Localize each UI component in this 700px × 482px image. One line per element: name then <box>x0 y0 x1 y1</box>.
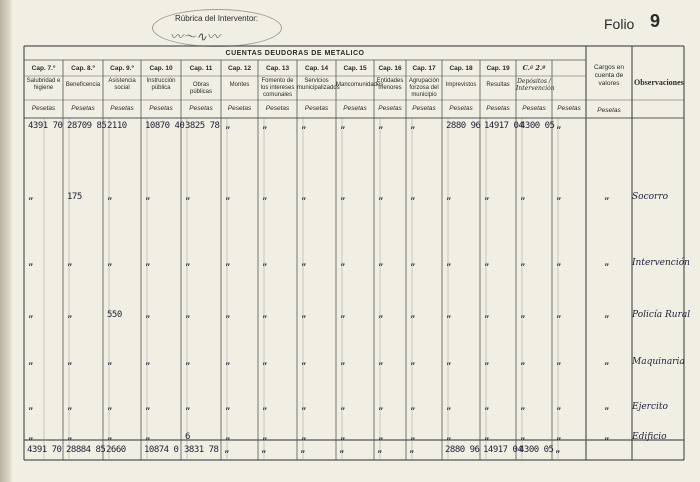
table-cell: „ <box>225 192 231 202</box>
column-label: Agrupación forzosa del municipio <box>408 78 440 98</box>
observation-note: Intervención <box>632 258 690 268</box>
folio-number: 9 <box>650 11 661 31</box>
column-unit: Pesetas <box>343 105 367 112</box>
table-cell: „ <box>262 258 268 268</box>
column-cap: Cap. 15 <box>343 65 367 72</box>
column-cap: Cap. 18 <box>449 65 473 72</box>
table-cell: „ <box>556 432 562 442</box>
table-cell: „ <box>301 357 307 367</box>
cargos-cell: „ <box>604 357 610 367</box>
observation-note: Ejercito <box>632 402 668 412</box>
column-label: Resultas <box>486 82 510 88</box>
column-label: Beneficencia <box>65 82 101 88</box>
table-cell: „ <box>556 402 562 412</box>
cargos-cell: „ <box>604 258 610 268</box>
table-cell: „ <box>520 357 526 367</box>
table-cell: „ <box>67 310 73 320</box>
table-cell: „ <box>340 192 346 202</box>
table-cell: „ <box>107 258 113 268</box>
total-cell: 4300 05 <box>519 445 554 455</box>
table-cell: 3825 78 <box>185 121 220 131</box>
table-cell: „ <box>145 258 151 268</box>
table-cell: „ <box>378 192 384 202</box>
table-cell: „ <box>28 432 34 442</box>
table-cell: „ <box>145 402 151 412</box>
table-cell: „ <box>301 192 307 202</box>
table-cell: „ <box>410 310 416 320</box>
column-cap: Cap. 7.º <box>31 65 56 72</box>
table-cell: „ <box>520 310 526 320</box>
observaciones-header: Observaciones <box>634 78 684 87</box>
table-cell: „ <box>145 310 151 320</box>
column-unit: Pesetas <box>227 105 252 112</box>
table-cell: „ <box>340 258 346 268</box>
cargos-cell: „ <box>604 402 610 412</box>
table-cell: „ <box>225 402 231 412</box>
table-cell: „ <box>107 192 113 202</box>
total-cell: „ <box>377 445 383 455</box>
column-label: Montes <box>229 82 250 88</box>
table-cell: „ <box>28 192 34 202</box>
column-unit: Pesetas <box>189 105 213 112</box>
column-unit: Pesetas <box>110 105 134 112</box>
column-cap: Cap. 16 <box>378 65 402 72</box>
total-cell: 10874 0 <box>144 445 179 455</box>
table-cell: „ <box>301 258 307 268</box>
table-cell: „ <box>556 121 562 131</box>
total-cell: 14917 04 <box>483 445 523 455</box>
table-cell: „ <box>185 258 191 268</box>
table-cell: „ <box>107 432 113 442</box>
table-cell: „ <box>262 121 268 131</box>
total-cell: 2880 96 <box>445 445 480 455</box>
table-cell: „ <box>410 192 416 202</box>
table-cell: „ <box>225 357 231 367</box>
table-cell: „ <box>301 121 307 131</box>
total-cell: 3831 78 <box>184 445 219 455</box>
total-cell: „ <box>339 445 345 455</box>
table-cell: „ <box>185 357 191 367</box>
table-cell: „ <box>67 258 73 268</box>
table-cell: „ <box>484 258 490 268</box>
table-cell: „ <box>145 192 151 202</box>
table-cell: „ <box>446 310 452 320</box>
table-cell: „ <box>446 432 452 442</box>
table-cell: „ <box>28 310 34 320</box>
table-cell: „ <box>185 402 191 412</box>
cargos-header: Cargos en cuenta de valores <box>594 64 624 87</box>
table-cell: „ <box>340 432 346 442</box>
table-cell: „ <box>484 432 490 442</box>
interventor-signature: 〰〜∿〰 <box>170 29 220 44</box>
table-cell: „ <box>556 192 562 202</box>
table-cell: 2110 <box>107 121 127 131</box>
cargos-cell: „ <box>604 432 610 442</box>
observation-note: Socorro <box>632 192 669 202</box>
column-unit: Pesetas <box>304 105 329 112</box>
column-label: Depósitos / Intervención <box>516 78 555 92</box>
table-cell: „ <box>185 310 191 320</box>
table-cell: „ <box>446 402 452 412</box>
table-cell: „ <box>225 258 231 268</box>
table-cell: 4391 70 <box>28 121 63 131</box>
table-cell: „ <box>446 357 452 367</box>
table-cell: „ <box>340 357 346 367</box>
total-cell: „ <box>224 445 230 455</box>
folio-label: Folio <box>604 16 635 32</box>
table-cell: „ <box>28 357 34 367</box>
total-cell: 28884 85 <box>66 445 106 455</box>
table-cell: „ <box>107 402 113 412</box>
table-cell: „ <box>378 402 384 412</box>
table-cell: „ <box>340 310 346 320</box>
table-cell: „ <box>410 402 416 412</box>
observation-note: Maquinaria <box>632 357 685 367</box>
table-cell: 6 <box>185 432 190 442</box>
table-cell: „ <box>67 402 73 412</box>
column-cap: Cap. 14 <box>304 65 329 72</box>
column-unit: Pesetas <box>31 105 56 112</box>
table-cell: 2880 96 <box>446 121 481 131</box>
table-cell: „ <box>484 357 490 367</box>
table-cell: „ <box>262 432 268 442</box>
column-cap: Cap. 13 <box>265 65 290 72</box>
table-cell: „ <box>410 121 416 131</box>
column-cap: Cap. 11 <box>189 65 213 72</box>
table-cell: 14917 04 <box>484 121 524 131</box>
total-cell: „ <box>261 445 267 455</box>
table-cell: „ <box>520 192 526 202</box>
table-cell: „ <box>520 402 526 412</box>
table-cell: „ <box>262 357 268 367</box>
table-cell: „ <box>378 121 384 131</box>
table-cell: „ <box>410 258 416 268</box>
column-unit: Pesetas <box>486 105 510 112</box>
table-cell: „ <box>145 432 151 442</box>
total-cell: 2660 <box>106 445 126 455</box>
table-cell: „ <box>340 121 346 131</box>
table-cell: „ <box>484 402 490 412</box>
observation-note: Policía Rural <box>632 310 691 320</box>
table-cell: „ <box>378 432 384 442</box>
column-label: Entidades menores <box>376 78 404 91</box>
table-cell: „ <box>556 258 562 268</box>
column-label: Mancomunidades <box>336 82 384 88</box>
column-label: Servicios municipalizados <box>297 78 340 91</box>
section-title: CUENTAS DEUDORAS DE METALICO <box>225 50 365 57</box>
cargos-cell: „ <box>604 192 610 202</box>
table-cell: „ <box>28 258 34 268</box>
column-cap: Cap. 19 <box>486 65 510 72</box>
table-cell: „ <box>556 310 562 320</box>
total-cell: „ <box>409 445 415 455</box>
table-cell: „ <box>67 432 73 442</box>
table-cell: „ <box>410 357 416 367</box>
table-cell: „ <box>145 357 151 367</box>
table-cell: „ <box>225 310 231 320</box>
table-cell: „ <box>28 402 34 412</box>
table-cell: „ <box>556 357 562 367</box>
table-cell: „ <box>301 432 307 442</box>
column-cap: Cap. 8.º <box>71 65 95 72</box>
column-cap: Cap. 9.º <box>110 65 134 72</box>
table-cell: „ <box>520 258 526 268</box>
column-label: Asistencia social <box>108 78 136 91</box>
table-cell: „ <box>520 432 526 442</box>
column-cap: Cap. 17 <box>412 65 436 72</box>
table-cell: 175 <box>67 192 82 202</box>
table-cell: „ <box>262 310 268 320</box>
cargos-cell: „ <box>604 310 610 320</box>
table-cell: 550 <box>107 310 122 320</box>
cargos-unit: Pesetas <box>597 107 621 114</box>
column-label: Imprevistos <box>445 82 477 88</box>
table-cell: „ <box>378 357 384 367</box>
column-label: Fomento de los intereses comunales <box>260 78 295 98</box>
table-cell: „ <box>446 258 452 268</box>
table-cell: 4300 05 <box>520 121 555 131</box>
column-label: Salubridad e higiene <box>26 78 61 91</box>
table-cell: „ <box>262 402 268 412</box>
table-cell: „ <box>410 432 416 442</box>
table-cell: „ <box>107 357 113 367</box>
table-cell: „ <box>378 310 384 320</box>
column-unit: Pesetas <box>557 105 581 112</box>
column-cap: Cap. 12 <box>227 65 252 72</box>
table-cell: „ <box>225 432 231 442</box>
column-unit: Pesetas <box>265 105 290 112</box>
total-cell: „ <box>300 445 306 455</box>
total-cell: „ <box>555 445 561 455</box>
table-cell: „ <box>484 192 490 202</box>
table-cell: 10870 40 <box>145 121 185 131</box>
table-cell: „ <box>185 192 191 202</box>
table-cell: „ <box>67 357 73 367</box>
table-cell: „ <box>446 192 452 202</box>
table-cell: „ <box>301 402 307 412</box>
table-cell: „ <box>225 121 231 131</box>
table-cell: „ <box>262 192 268 202</box>
observation-note: Edificio <box>632 432 667 442</box>
column-unit: Pesetas <box>149 105 173 112</box>
rubric-label: Rúbrica del Interventor: <box>175 14 259 23</box>
table-cell: 28709 85 <box>67 121 107 131</box>
table-cell: „ <box>301 310 307 320</box>
table-cell: „ <box>484 310 490 320</box>
column-unit: Pesetas <box>449 105 473 112</box>
column-unit: Pesetas <box>412 105 436 112</box>
column-label: Instrucción pública <box>146 78 176 91</box>
column-cap: C.ª 2.º <box>522 64 546 72</box>
column-unit: Pesetas <box>522 105 546 112</box>
table-cell: „ <box>378 258 384 268</box>
total-cell: 4391 70 <box>27 445 62 455</box>
column-unit: Pesetas <box>71 105 95 112</box>
column-cap: Cap. 10 <box>149 65 173 72</box>
column-label: Obras públicas <box>189 82 212 95</box>
table-cell: „ <box>340 402 346 412</box>
column-unit: Pesetas <box>378 105 402 112</box>
